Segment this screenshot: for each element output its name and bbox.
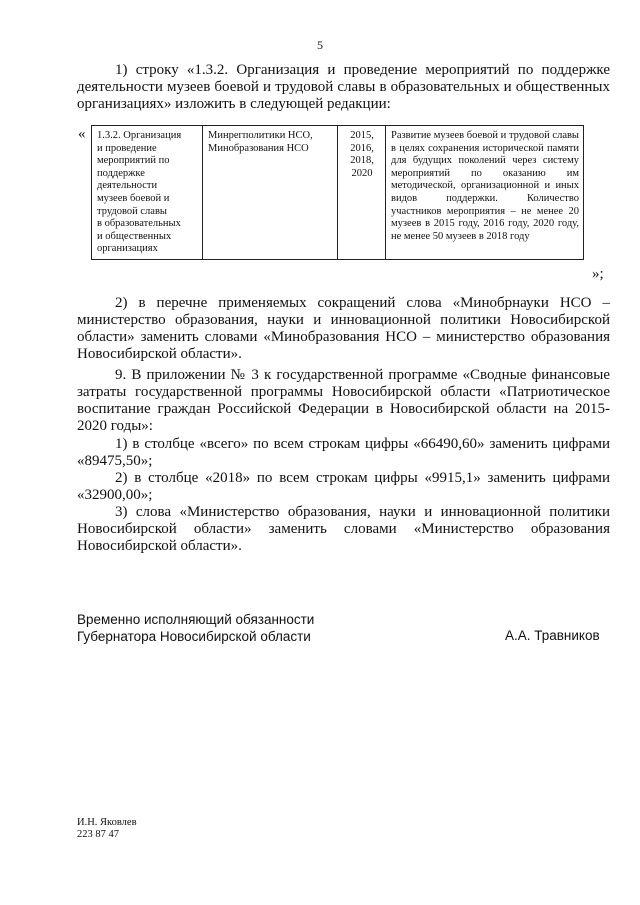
cell-line: организациях (97, 243, 158, 255)
cell-line: 2015, (350, 130, 374, 141)
paragraph-4: 1) в столбце «всего» по всем строкам цифры «66490,60» заменить цифрами «89475,50»; (77, 436, 610, 469)
paragraph-1: 1) строку «1.3.2. Организация и проведение мероприятий по поддержке деятельности музеев боевой и трудовой славы в образовательных и общественных организациях» изложить в следующей редакции: (77, 62, 610, 112)
cell-line: деятельности (97, 180, 158, 192)
signature-title-line: Губернатора Новосибирской области (77, 629, 311, 644)
footer-phone: 223 87 47 (77, 829, 119, 840)
cell-line: поддержке (97, 167, 145, 179)
signature-name: А.А. Травников (505, 628, 600, 643)
paragraph-2: 2) в перечне применяемых сокращений слова «Минобрнауки НСО – министерство образования, науки и инновационной политики Новосибирской области» заменить словами «Минобразования НСО – министерство образования Новосибирской области». (77, 295, 610, 362)
table-row (92, 126, 584, 260)
cell-line: мероприятий по (97, 155, 170, 167)
cell-line: 2020 (351, 167, 373, 179)
paragraph-3: 9. В приложении № 3 к государственной программе «Сводные финансовые затраты государственной программы Новосибирской области «Патриотическое воспитание граждан Российской Федерации в Новосибирской области на 2015-2020 годы»: (77, 367, 610, 434)
table-cell-description: Развитие музеев боевой и трудовой славы в целях сохранения исторической памяти для будущих поколений через систему мероприятий по оказанию им методической, организационной и иных видов поддержки. Количество участников мероприятия – не менее 20 музеев в 2015 году, 2016 году, 2020 году, не менее 50 музеев в 2018 году (386, 126, 584, 260)
quote-close: »; (592, 266, 604, 282)
cell-line: музеев боевой и (97, 192, 170, 204)
cell-line: и общественных (97, 230, 172, 242)
cell-line: в образовательных (97, 218, 181, 230)
cell-line: 1.3.2. Организация (97, 130, 182, 141)
signature-title (77, 611, 314, 645)
table-cell-years (338, 126, 386, 260)
footer (77, 817, 137, 841)
quote-open: « (78, 126, 86, 142)
cell-line: 2018, (350, 155, 374, 167)
cell-line: трудовой славы (97, 205, 167, 217)
paragraph-6: 3) слова «Министерство образования, науки и инновационной политики Новосибирской области» заменить словами «Министерство образования Новосибирской области». (77, 504, 610, 554)
table-cell-executors: Минрегполитики НСО, Минобразования НСО (203, 126, 338, 260)
cell-line: и проведение (97, 142, 157, 154)
paragraph-5: 2) в столбце «2018» по всем строкам цифры «9915,1» заменить цифрами «32900,00»; (77, 470, 610, 503)
signature-title-line: Временно исполняющий обязанности (77, 612, 315, 627)
table-cell-name (92, 126, 203, 260)
cell-line: 2016, (350, 142, 374, 154)
insert-table (91, 125, 584, 260)
page-number: 5 (317, 38, 323, 52)
footer-author: И.Н. Яковлев (77, 817, 137, 828)
